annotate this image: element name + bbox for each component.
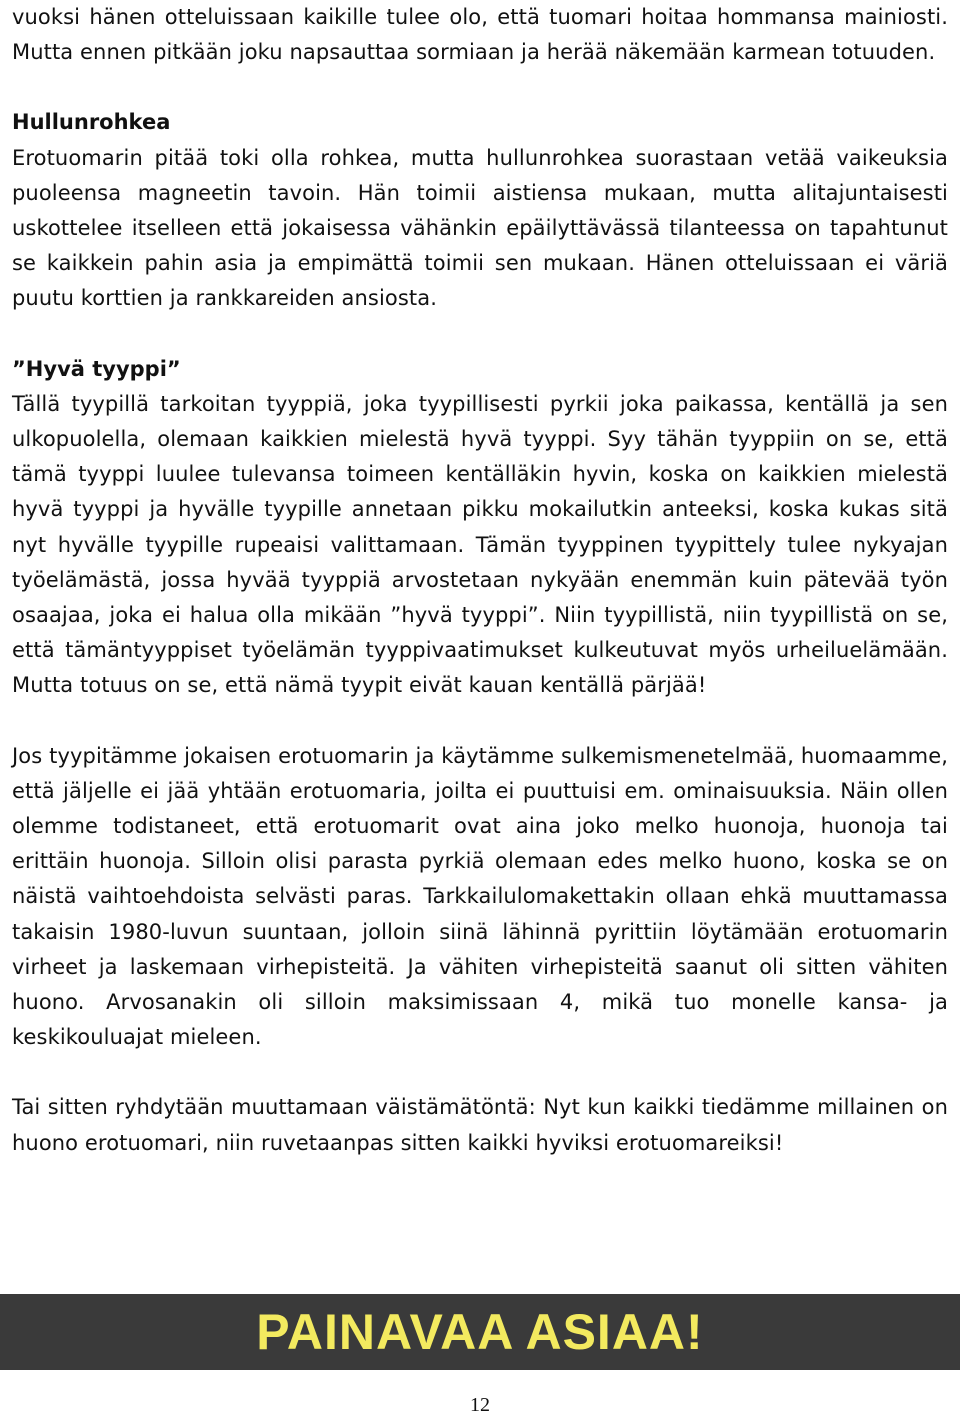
final-paragraph: Tai sitten ryhdytään muuttamaan väistämätöntä: Nyt kun kaikki tiedämme millainen on huono erotuomari, niin ruvetaanpas sitten kaikki hyviksi erotuomareiksi!: [12, 1095, 948, 1155]
section-text-hyva-tyyppi: Tällä tyypillä tarkoitan tyyppiä, joka tyypillisesti pyrkii joka paikassa, kentällä ja sen ulkopuolella, olemaan kaikkien mielestä hyvä tyyppi. Syy tähän tyyppiin on se, että tämä tyyppi luulee tulevansa toimeen kentälläkin hyvin, koska on kaikkien mielestä hyvä tyyppi ja hyvälle tyypille annetaan pikku mokailutkin anteeksi, koska kukas sitä nyt hyvälle tyypille rupeaisi valittamaan. Tämän tyyppinen tyypittely tulee nykyajan työelämästä, jossa hyvää tyyppiä arvostetaan nykyään enemmän kuin pätevää työn osaajaa, joka ei halua olla mikään ”hyvä tyyppi”. Niin tyypillistä, niin tyypillistä on se, että tämäntyyppiset työelämän tyyppivaatimukset kulkeutuvat myös urheiluelämään. Mutta totuus on se, että nämä tyypit eivät kauan kentällä pärjää!: [12, 391, 948, 698]
document-page: [12, 0, 948, 1161]
conclusion-paragraph: Jos tyypitämme jokaisen erotuomarin ja käytämme sulkemismenetelmää, huomaamme, että jäljelle ei jää yhtään erotuomaria, joilta ei puuttuisi em. ominaisuuksia. Näin ollen olemme todistaneet, että erotuomarit ovat aina joko melko huonoja, huonoja tai erittäin huonoja. Silloin olisi parasta pyrkiä olemaan edes melko huono, koska se on näistä vaihtoehdoista selvästi paras. Tarkkailulomakettakin ollaan ehkä muuttamassa takaisin 1980-luvun suuntaan, jolloin siinä lähinnä pyrittiin löytämään erotuomarin virheet ja laskemaan virhepisteitä. Ja vähiten virhepisteitä saanut oli sitten vähiten huono. Arvosanakin oli silloin maksimissaan 4, mikä tuo monelle kansa- ja keskikouluajat mieleen.: [12, 743, 948, 1050]
spacer: [12, 1055, 948, 1090]
page-number: 12: [470, 1394, 490, 1416]
section-heading-hyva-tyyppi: ”Hyvä tyyppi”: [12, 356, 181, 381]
intro-paragraph: vuoksi hänen otteluissaan kaikille tulee olo, että tuomari hoitaa hommansa mainiosti. Mutta ennen pitkään joku napsauttaa sormiaan ja herää näkemään karmean totuuden.: [12, 5, 948, 65]
spacer: [12, 70, 948, 105]
section-text-hullunrohkea: Erotuomarin pitää toki olla rohkea, mutta hullunrohkea suorastaan vetää vaikeuksia puoleensa magneetin tavoin. Hän toimii aistiensa mukaan, mutta alitajuntaisesti uskottelee itselleen että jokaisessa vähänkin epäilyttävässä tilanteessa on tapahtunut se kaikkein pahin asia ja empimättä toimii sen mukaan. Hänen otteluissaan ei väriä puutu korttien ja rankkareiden ansiosta.: [12, 145, 948, 311]
spacer: [12, 317, 948, 352]
banner-text: PAINAVAA ASIAA!: [256, 1304, 704, 1360]
spacer: [12, 704, 948, 739]
section-heading-hullunrohkea: Hullunrohkea: [12, 110, 171, 135]
painavaa-asiaa-banner: [0, 1294, 960, 1370]
